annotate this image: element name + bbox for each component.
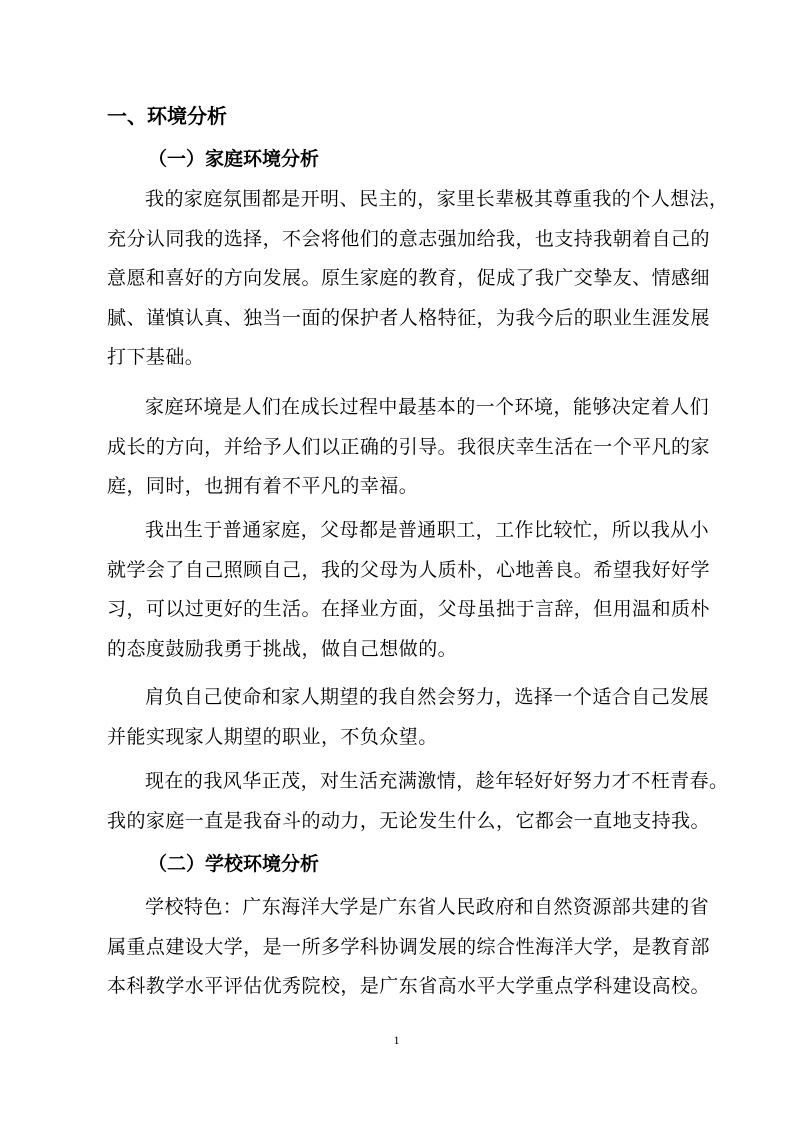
text-line: 成长的方向，并给予人们以正确的引导。我很庆幸生活在一个平凡的家: [107, 435, 710, 458]
paragraph-family-1: [107, 180, 729, 378]
paragraph-family-3: [107, 511, 710, 669]
text-line: 学校特色：广东海洋大学是广东省人民政府和自然资源部共建的省: [145, 896, 710, 918]
text-line: 腻、谨慎认真、独当一面的保护者人格特征，为我今后的职业生涯发展: [107, 306, 710, 329]
section-heading-environment-analysis: 一、环境分析: [107, 104, 227, 128]
subheading-family-environment: （一）家庭环境分析: [148, 148, 320, 170]
text-line: 并能实现家人期望的职业，不负众望。: [107, 725, 438, 748]
text-line: 庭，同时，也拥有着不平凡的幸福。: [107, 475, 419, 497]
text-line: 充分认同我的选择，不会将他们的意志强加给我，也支持我朝着自己的: [107, 227, 710, 250]
paragraph-family-2: [107, 388, 710, 507]
text-line: 现在的我风华正茂，对生活充满激情，趁年轻好好努力才不枉青春。: [145, 770, 729, 792]
paragraph-family-4: [107, 678, 710, 757]
text-line: 属重点建设大学，是一所多学科协调发展的综合性海洋大学，是教育部: [107, 935, 710, 958]
text-line: 肩负自己使命和家人期望的我自然会努力，选择一个适合自己发展: [145, 686, 710, 708]
text-line: 我出生于普通家庭，父母都是普通职工，工作比较忙，所以我从小: [145, 519, 710, 541]
text-line: 习，可以过更好的生活。在择业方面，父母虽拙于言辞，但用温和质朴: [107, 598, 710, 620]
paragraph-school-1: [107, 888, 710, 1007]
page-number: 1: [393, 1033, 400, 1047]
text-line: 打下基础。: [107, 346, 205, 368]
paragraph-family-5: [107, 762, 729, 841]
text-line: 就学会了自己照顾自己，我的父母为人质朴，心地善良。希望我好好学: [107, 558, 710, 581]
text-line: 我的家庭一直是我奋斗的动力，无论发生什么，它都会一直地支持我。: [107, 809, 710, 832]
text-line: 的态度鼓励我勇于挑战，做自己想做的。: [107, 637, 458, 660]
text-line: 意愿和喜好的方向发展。原生家庭的教育，促成了我广交挚友、情感细: [107, 267, 710, 289]
text-line: 本科教学水平评估优秀院校，是广东省高水平大学重点学科建设高校。: [107, 975, 710, 997]
subheading-school-environment: （二）学校环境分析: [148, 853, 320, 875]
text-line: 家庭环境是人们在成长过程中最基本的一个环境，能够决定着人们: [145, 396, 710, 418]
text-line: 我的家庭氛围都是开明、民主的，家里长辈极其尊重我的个人想法，: [145, 188, 729, 210]
